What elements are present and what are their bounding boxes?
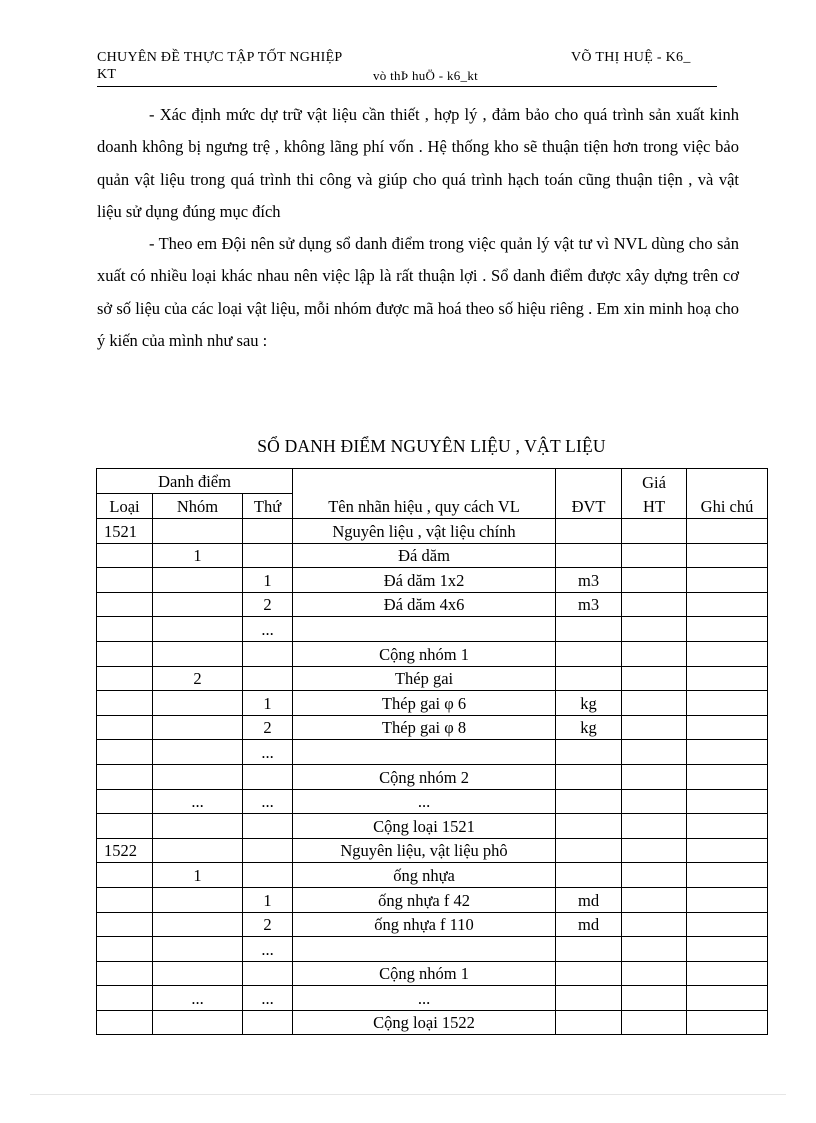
cell-thu: ... (243, 740, 293, 765)
cell-loai (97, 789, 153, 814)
cell-gia (622, 838, 687, 863)
cell-ghichu (687, 961, 768, 986)
table-header-row (97, 494, 768, 519)
cell-ten: Thép gai φ 6 (293, 691, 556, 716)
table-row (97, 715, 768, 740)
cell-loai (97, 715, 153, 740)
cell-loai (97, 912, 153, 937)
cell-thu (243, 814, 293, 839)
cell-ghichu (687, 1010, 768, 1035)
cell-dvt: m3 (556, 592, 622, 617)
col-header-dvt: ĐVT (556, 494, 622, 519)
cell-gia (622, 863, 687, 888)
cell-ghichu (687, 592, 768, 617)
cell-ghichu (687, 814, 768, 839)
cell-gia (622, 986, 687, 1011)
cell-loai (97, 814, 153, 839)
cell-dvt: md (556, 887, 622, 912)
cell-nhom (153, 814, 243, 839)
table-row (97, 986, 768, 1011)
cell-ten: Cộng nhóm 1 (293, 961, 556, 986)
cell-ghichu (687, 519, 768, 544)
cell-ghichu (687, 666, 768, 691)
cell-ten: Thép gai φ 8 (293, 715, 556, 740)
cell-gia (622, 937, 687, 962)
cell-loai (97, 764, 153, 789)
cell-thu (243, 543, 293, 568)
cell-loai: 1522 (97, 838, 153, 863)
group-header-cell: Danh điểm (97, 469, 293, 494)
header-spacer (556, 469, 622, 494)
cell-nhom (153, 691, 243, 716)
cell-dvt (556, 740, 622, 765)
cell-ten: Nguyên liệu , vật liệu chính (293, 519, 556, 544)
cell-ten: ... (293, 789, 556, 814)
table-row (97, 1010, 768, 1035)
cell-dvt (556, 519, 622, 544)
cell-loai (97, 666, 153, 691)
cell-gia (622, 715, 687, 740)
cell-gia (622, 568, 687, 593)
cell-ghichu (687, 937, 768, 962)
cell-ten: Đá dăm (293, 543, 556, 568)
cell-dvt (556, 986, 622, 1011)
cell-dvt (556, 641, 622, 666)
table-row (97, 789, 768, 814)
cell-ten: Thép gai (293, 666, 556, 691)
header-author-cont: KT (97, 67, 117, 82)
table-row (97, 863, 768, 888)
cell-thu (243, 641, 293, 666)
col-header-gia-ht: HT (622, 494, 687, 519)
cell-nhom (153, 1010, 243, 1035)
cell-loai (97, 617, 153, 642)
cell-ghichu (687, 543, 768, 568)
cell-ghichu (687, 641, 768, 666)
table-row (97, 666, 768, 691)
cell-ten: Đá dăm 1x2 (293, 568, 556, 593)
cell-nhom: ... (153, 986, 243, 1011)
cell-gia (622, 789, 687, 814)
col-header-gia: Giá (622, 469, 687, 494)
cell-ten: ống nhựa f 42 (293, 887, 556, 912)
col-header-ghichu: Ghi chú (687, 494, 768, 519)
cell-loai (97, 641, 153, 666)
cell-loai (97, 986, 153, 1011)
header-spacer (293, 469, 556, 494)
cell-ten: Nguyên liệu, vật liệu phô (293, 838, 556, 863)
cell-nhom (153, 592, 243, 617)
header-watermark-text: vò thÞ huÖ - k6_kt (373, 68, 479, 83)
cell-ghichu (687, 568, 768, 593)
cell-thu: ... (243, 937, 293, 962)
cell-thu (243, 764, 293, 789)
material-code-table (96, 468, 768, 1035)
cell-ghichu (687, 740, 768, 765)
cell-dvt: kg (556, 691, 622, 716)
cell-loai (97, 937, 153, 962)
cell-ghichu (687, 986, 768, 1011)
cell-nhom (153, 937, 243, 962)
cell-ghichu (687, 863, 768, 888)
cell-gia (622, 912, 687, 937)
cell-ten: Đá dăm 4x6 (293, 592, 556, 617)
cell-dvt: kg (556, 715, 622, 740)
table-row (97, 887, 768, 912)
cell-nhom (153, 641, 243, 666)
cell-gia (622, 592, 687, 617)
body-text (97, 99, 739, 357)
cell-thu: ... (243, 986, 293, 1011)
cell-nhom (153, 764, 243, 789)
cell-dvt (556, 814, 622, 839)
paragraph: - Xác định mức dự trữ vật liệu cần thiết , hợp lý , đảm bảo cho quá trình sản xuất kinh doanh không bị ngưng trệ , không lãng phí vốn . Hệ thống kho sẽ thuận tiện hơn trong việc bảo quản vật liệu trong quá trình thi công và giúp cho quá trình hạch toán cũng thuận tiện , và vật liệu sử dụng đúng mục đích (97, 105, 739, 221)
cell-thu: 2 (243, 912, 293, 937)
table-row (97, 814, 768, 839)
page-bottom-edge (30, 1094, 786, 1095)
cell-ten: Cộng nhóm 2 (293, 764, 556, 789)
table-row (97, 543, 768, 568)
cell-dvt (556, 838, 622, 863)
cell-loai: 1521 (97, 519, 153, 544)
col-header-loai: Loại (97, 494, 153, 519)
cell-dvt: md (556, 912, 622, 937)
cell-loai (97, 592, 153, 617)
cell-dvt (556, 1010, 622, 1035)
table-row (97, 691, 768, 716)
cell-loai (97, 1010, 153, 1035)
cell-gia (622, 617, 687, 642)
cell-nhom (153, 912, 243, 937)
cell-thu: 1 (243, 691, 293, 716)
cell-ten (293, 740, 556, 765)
table-title: SỔ DANH ĐIỂM NGUYÊN LIỆU , VẬT LIỆU (257, 436, 606, 456)
cell-dvt (556, 863, 622, 888)
cell-ten: ống nhựa f 110 (293, 912, 556, 937)
cell-gia (622, 641, 687, 666)
cell-gia (622, 961, 687, 986)
cell-nhom (153, 961, 243, 986)
cell-nhom (153, 519, 243, 544)
col-header-nhom: Nhóm (153, 494, 243, 519)
paragraph: - Theo em Đội nên sử dụng sổ danh điểm trong việc quản lý vật tư vì NVL dùng cho sản xuất có nhiều loại khác nhau nên việc lập là rất thuận lợi . Sổ danh điểm được xây dựng trên cơ sở số liệu của các loại vật liệu, mỗi nhóm được mã hoá theo số hiệu riêng . Em xin minh hoạ cho ý kiến của mình như sau : (97, 234, 739, 351)
cell-ten: ống nhựa (293, 863, 556, 888)
cell-thu (243, 961, 293, 986)
cell-gia (622, 691, 687, 716)
col-header-ten: Tên nhãn hiệu , quy cách VL (293, 494, 556, 519)
cell-dvt (556, 617, 622, 642)
cell-nhom (153, 617, 243, 642)
cell-dvt (556, 666, 622, 691)
table-row (97, 641, 768, 666)
cell-thu: ... (243, 617, 293, 642)
cell-thu (243, 838, 293, 863)
cell-nhom: 1 (153, 543, 243, 568)
cell-loai (97, 961, 153, 986)
table-row (97, 937, 768, 962)
cell-ten: Cộng nhóm 1 (293, 641, 556, 666)
cell-gia (622, 764, 687, 789)
cell-ten: ... (293, 986, 556, 1011)
table-row (97, 764, 768, 789)
cell-nhom (153, 887, 243, 912)
table-row (97, 519, 768, 544)
cell-ghichu (687, 764, 768, 789)
table-row (97, 912, 768, 937)
cell-loai (97, 863, 153, 888)
cell-gia (622, 814, 687, 839)
cell-gia (622, 666, 687, 691)
cell-dvt (556, 789, 622, 814)
table-header-row (97, 469, 768, 494)
cell-gia (622, 1010, 687, 1035)
table-row (97, 961, 768, 986)
cell-loai (97, 543, 153, 568)
cell-nhom: 2 (153, 666, 243, 691)
cell-dvt (556, 937, 622, 962)
table-row (97, 617, 768, 642)
cell-dvt (556, 543, 622, 568)
cell-gia (622, 740, 687, 765)
cell-ghichu (687, 838, 768, 863)
header-rule (97, 86, 717, 87)
table-row (97, 740, 768, 765)
cell-ghichu (687, 887, 768, 912)
cell-dvt (556, 764, 622, 789)
header-spacer (687, 469, 768, 494)
cell-nhom (153, 740, 243, 765)
cell-nhom (153, 838, 243, 863)
cell-ghichu (687, 715, 768, 740)
cell-ghichu (687, 617, 768, 642)
cell-nhom (153, 715, 243, 740)
header-author: VÕ THỊ HUỆ - K6_ (571, 50, 691, 65)
cell-gia (622, 887, 687, 912)
cell-thu (243, 1010, 293, 1035)
cell-thu: 1 (243, 568, 293, 593)
cell-gia (622, 519, 687, 544)
cell-gia (622, 543, 687, 568)
cell-ghichu (687, 691, 768, 716)
cell-loai (97, 887, 153, 912)
cell-loai (97, 691, 153, 716)
cell-thu (243, 519, 293, 544)
cell-thu: 2 (243, 715, 293, 740)
cell-loai (97, 568, 153, 593)
cell-nhom: 1 (153, 863, 243, 888)
cell-thu: ... (243, 789, 293, 814)
cell-ghichu (687, 789, 768, 814)
cell-nhom: ... (153, 789, 243, 814)
table-row (97, 838, 768, 863)
cell-ten (293, 937, 556, 962)
cell-thu (243, 863, 293, 888)
table-row (97, 568, 768, 593)
cell-thu: 2 (243, 592, 293, 617)
cell-nhom (153, 568, 243, 593)
header-doc-title: CHUYÊN ĐỀ THỰC TẬP TỐT NGHIỆP (97, 50, 343, 65)
table-row (97, 592, 768, 617)
cell-thu: 1 (243, 887, 293, 912)
col-header-thu: Thứ (243, 494, 293, 519)
cell-thu (243, 666, 293, 691)
cell-ten: Cộng loại 1521 (293, 814, 556, 839)
cell-loai (97, 740, 153, 765)
cell-dvt (556, 961, 622, 986)
cell-ghichu (687, 912, 768, 937)
cell-ten (293, 617, 556, 642)
cell-ten: Cộng loại 1522 (293, 1010, 556, 1035)
cell-dvt: m3 (556, 568, 622, 593)
